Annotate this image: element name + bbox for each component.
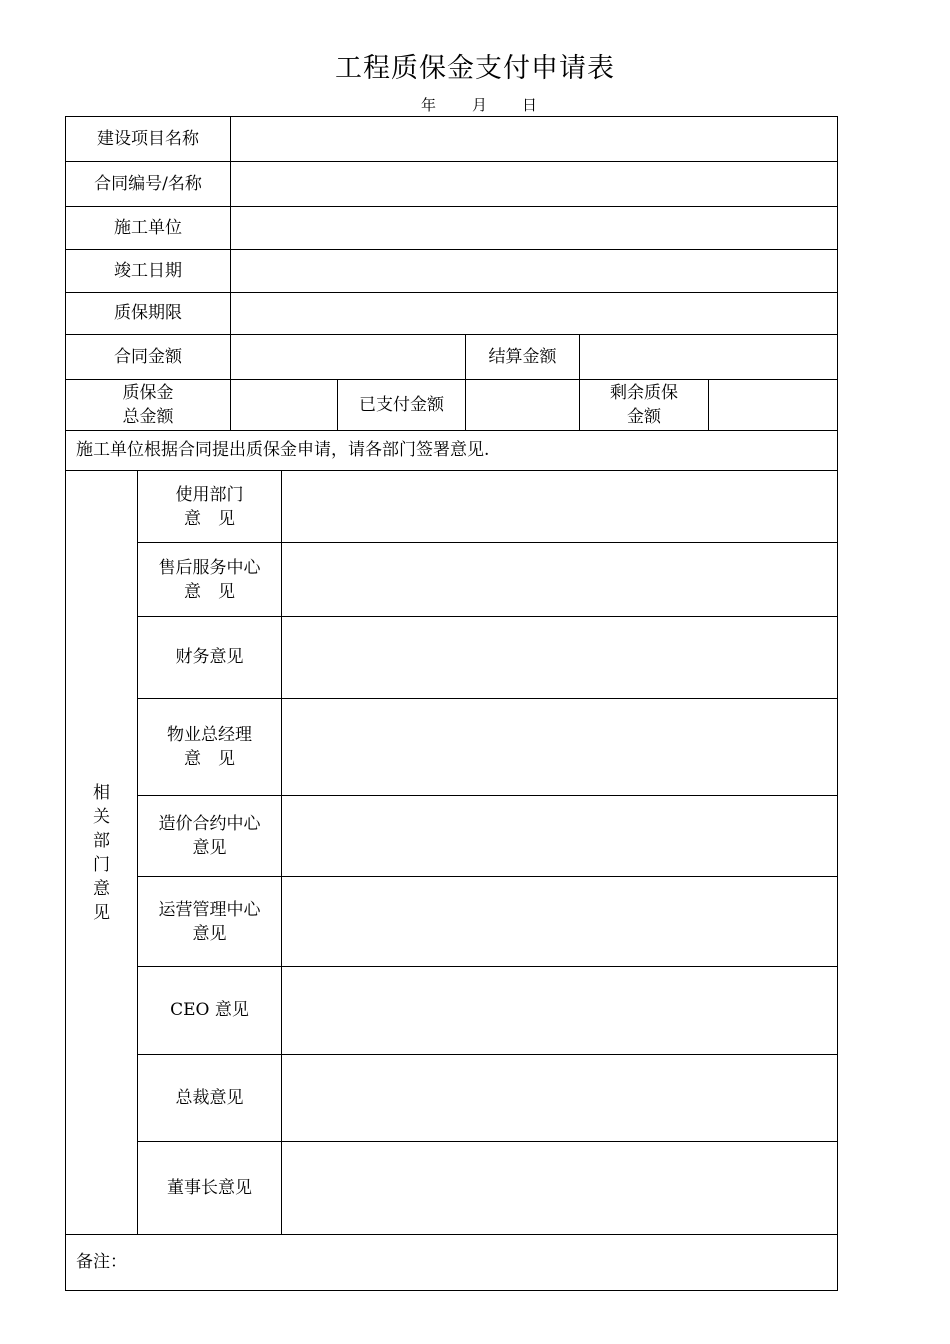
label-line: 意 见 [184,581,235,602]
label-project-name: 建设项目名称 [65,116,231,162]
group-char: 门 [93,854,110,875]
label-remaining-retention [579,379,709,431]
field-contractor[interactable] [230,206,838,250]
field-completion-date[interactable] [230,249,838,293]
opinions-group-label [65,470,138,1235]
field-president-opinion[interactable] [281,1054,838,1142]
group-char: 见 [93,902,110,923]
label-ceo-opinion: CEO 意见 [137,966,282,1055]
label-contractor: 施工单位 [65,206,231,250]
field-settlement-amount[interactable] [579,334,838,380]
label-contract-amount: 合同金额 [65,334,231,380]
label-line: 造价合约中心 [158,814,261,834]
label-line: 运营管理中心 [158,899,261,920]
field-use-dept-opinion[interactable] [281,470,838,543]
field-operations-opinion[interactable] [281,876,838,967]
field-after-sales-opinion[interactable] [281,542,838,617]
remarks-field[interactable]: 备注： [65,1234,838,1291]
date-day: 日 [522,96,538,114]
label-retention-total-line2: 总金额 [122,407,174,427]
label-retention-total [65,379,231,431]
date-month: 月 [472,96,488,114]
label-remaining-line2: 金额 [627,407,661,427]
label-remaining-line1: 剩余质保 [610,383,678,403]
page-title: 工程质保金支付申请表 [335,53,615,84]
date-year: 年 [421,96,437,114]
label-line: 使用部门 [175,484,244,505]
label-line: 意 见 [184,749,235,769]
field-finance-opinion[interactable] [281,616,838,699]
field-remaining-retention[interactable] [708,379,838,431]
label-operations-opinion [137,876,282,967]
field-contract-no[interactable] [230,161,838,207]
label-retention-total-line1: 质保金 [122,383,174,403]
group-char: 意 [93,878,110,899]
label-use-dept-opinion [137,470,282,543]
label-line: 意见 [192,923,227,944]
label-after-sales-opinion [137,542,282,617]
label-completion-date: 竣工日期 [65,249,231,293]
notice-text: 施工单位根据合同提出质保金申请，请各部门签署意见. [65,430,838,471]
label-paid-amount: 已支付金额 [337,379,466,431]
label-line: 意见 [192,838,227,858]
field-retention-total[interactable] [230,379,338,431]
field-property-gm-opinion[interactable] [281,698,838,796]
field-cost-contract-opinion[interactable] [281,795,838,877]
label-cost-contract-opinion [137,795,282,877]
label-finance-opinion: 财务意见 [137,616,282,699]
group-char: 关 [93,806,110,827]
label-line: 物业总经理 [167,725,252,745]
group-char: 相 [93,782,110,803]
field-warranty-period[interactable] [230,292,838,335]
field-contract-amount[interactable] [230,334,466,380]
label-warranty-period: 质保期限 [65,292,231,335]
label-line: 售后服务中心 [158,557,261,578]
field-ceo-opinion[interactable] [281,966,838,1055]
label-president-opinion: 总裁意见 [137,1054,282,1142]
field-chairman-opinion[interactable] [281,1141,838,1235]
label-chairman-opinion: 董事长意见 [137,1141,282,1235]
label-property-gm-opinion [137,698,282,796]
label-contract-no: 合同编号/名称 [65,161,231,207]
label-settlement-amount: 结算金额 [465,334,580,380]
field-paid-amount[interactable] [465,379,580,431]
label-line: 意 见 [184,508,235,529]
field-project-name[interactable] [230,116,838,162]
group-char: 部 [93,830,110,851]
